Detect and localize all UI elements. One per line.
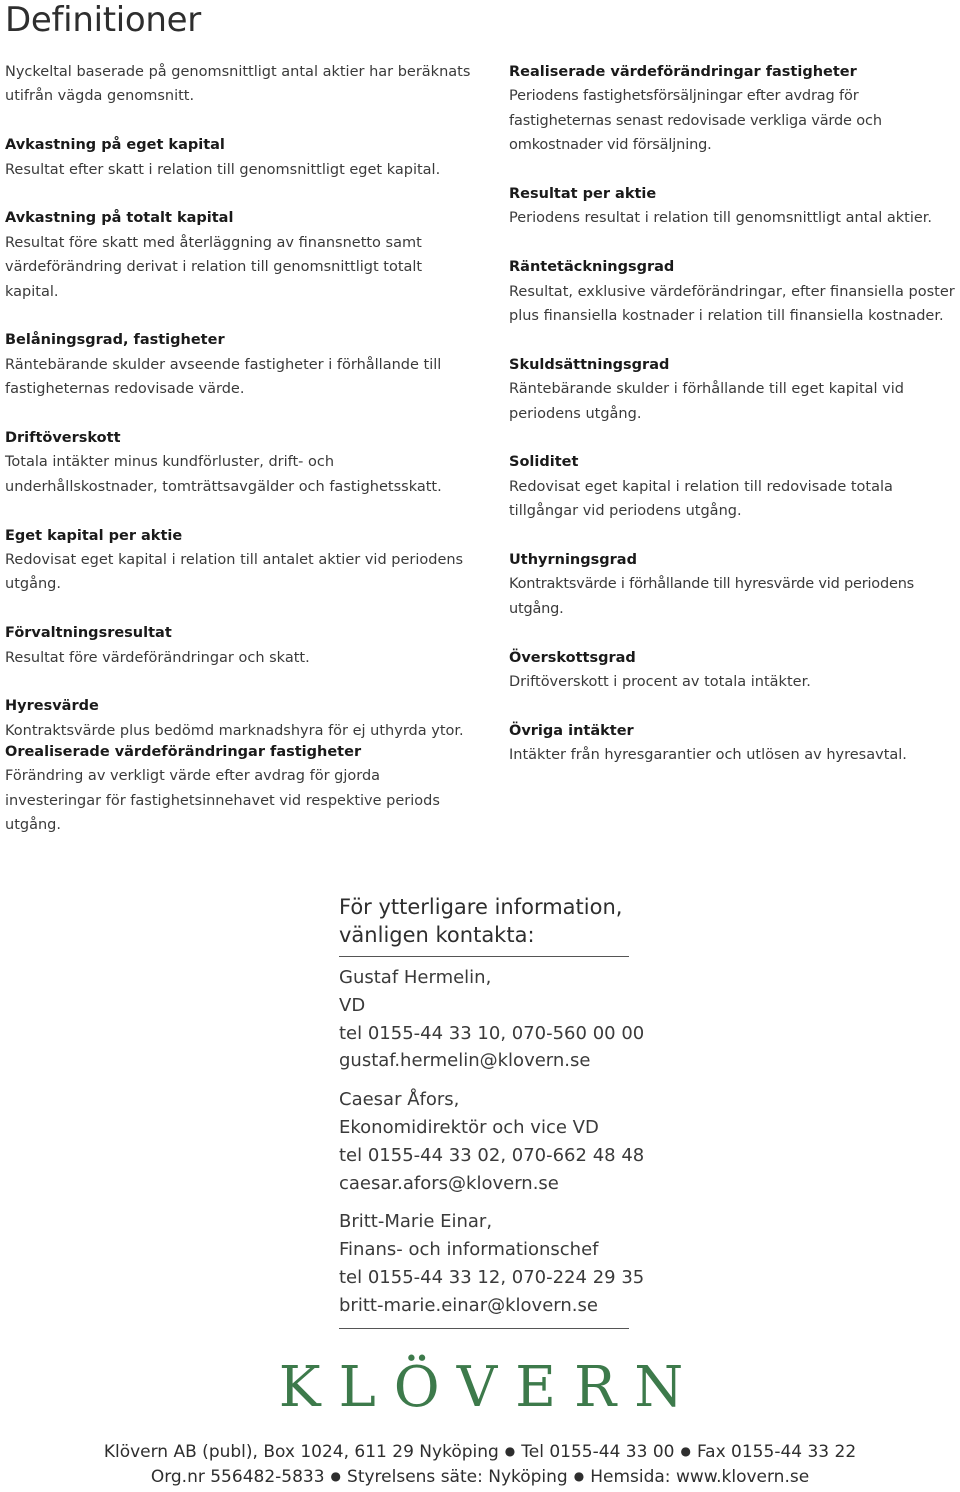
definition-term: Uthyrningsgrad [509,552,637,569]
definition-term: Orealiserade värdeförändringar fastigheter [5,744,362,760]
contact-divider [339,1328,629,1329]
footer-phone: Tel 0155-44 33 00 [521,1442,675,1462]
contact-role: Finans- och informationschef [339,1239,599,1261]
definition-term: Soliditet [509,454,579,471]
bullet-separator: ● [330,1469,342,1483]
bullet-separator: ● [680,1444,691,1458]
definition-item [509,548,959,621]
definition-description: Periodens fastighetsförsäljningar efter avdrag för fastigheternas senast redovisade verkliga värde och omkostnader vid försäljning. [509,88,882,154]
contact-heading-line: För ytterligare information, [339,895,623,919]
contact-name: Caesar Åfors, [339,1089,460,1111]
definition-item [5,621,480,670]
definition-description: Intäkter från hyresgarantier och utlösen av hyresavtal. [509,747,907,764]
definition-item [509,60,959,158]
definition-item [509,353,959,426]
definition-description: Driftöverskott i procent av totala intäkter. [509,674,811,691]
definition-term: Förvaltningsresultat [5,625,172,642]
contact-person [339,964,645,1075]
definition-term: Realiserade värdeförändringar fastigheter [509,64,857,80]
contact-box [339,893,645,1329]
definition-description: Resultat före värdeförändringar och skatt. [5,649,310,666]
contact-phone: tel 0155-44 33 12, 070-224 29 35 [339,1266,645,1288]
definition-term: Överskottsgrad [509,649,636,666]
definition-item [5,524,480,597]
definition-item [5,694,480,743]
definition-description: Periodens resultat i relation till genomsnittligt antal aktier. [509,210,933,227]
contact-email[interactable]: britt-marie.einar@klovern.se [339,1294,598,1316]
footer-fax: Fax 0155-44 33 22 [696,1442,857,1462]
definition-item [5,328,480,401]
definition-term: Eget kapital per aktie [5,527,183,544]
contact-role: Ekonomidirektör och vice VD [339,1116,599,1138]
footer-website[interactable]: Hemsida: www.klovern.se [590,1467,810,1487]
definition-description: Redovisat eget kapital i relation till redovisade totala tillgångar vid periodens utgång. [509,478,893,520]
klovern-logo: KLÖVERN [278,1355,702,1420]
bullet-separator: ● [573,1469,585,1483]
definition-term: Driftöverskott [5,430,121,447]
definition-description: Kontraktsvärde i förhållande till hyresvärde vid periodens utgång. [509,576,915,617]
contact-role: VD [339,994,366,1016]
definition-description: Totala intäkter minus kundförluster, drift- och underhållskostnader, tomträttsavgälder och fastighetsskatt. [5,454,442,495]
contact-phone: tel 0155-44 33 10, 070-560 00 00 [339,1022,645,1044]
definition-description: Resultat, exklusive värdeförändringar, efter finansiella poster plus finansiella kostnader i relation till finansiella kostnader. [509,283,955,325]
footer-line-1 [0,1442,960,1462]
definition-term: Resultat per aktie [509,186,657,203]
footer-org-nr: Org.nr 556482-5833 [150,1467,325,1487]
definitions-right-column [509,60,959,792]
bullet-separator: ● [504,1444,516,1458]
contact-phone: tel 0155-44 33 02, 070-662 48 48 [339,1144,645,1166]
definition-description: Resultat efter skatt i relation till genomsnittligt eget kapital. [5,161,441,178]
definition-term: Övriga intäkter [509,722,634,739]
definition-item [509,646,959,695]
definition-item [509,182,959,231]
definition-item [509,719,959,768]
contact-heading-line: vänligen kontakta: [339,923,535,947]
definition-description: Resultat före skatt med återläggning av finansnetto samt värdeförändring derivat i relation till genomsnittligt totalt kapital. [5,234,423,300]
definition-term: Skuldsättningsgrad [509,356,670,373]
definition-item [5,206,480,304]
definition-description: Kontraktsvärde plus bedömd marknadshyra för ej uthyrda ytor. [5,722,464,739]
contact-heading [339,893,629,957]
footer-address: Klövern AB (publ), Box 1024, 611 29 Nyköping [103,1442,499,1462]
definition-term: Hyresvärde [5,698,99,715]
definition-term: Räntetäckningsgrad [509,259,675,276]
definition-term: Avkastning på totalt kapital [5,210,234,227]
definition-item [5,426,480,499]
definition-item [509,450,959,523]
contact-name: Gustaf Hermelin, [339,967,492,988]
footer-seat: Styrelsens säte: Nyköping [347,1467,568,1487]
contact-email[interactable]: caesar.afors@klovern.se [339,1172,559,1194]
definition-item [5,133,480,182]
contact-person [339,1086,645,1197]
definition-item-bottom [5,740,480,838]
definition-description: Räntebärande skulder avseende fastigheter i förhållande till fastigheternas redovisade värde. [5,356,442,398]
definitions-left-column [5,60,480,768]
definition-term: Avkastning på eget kapital [5,137,225,154]
footer-line-2 [0,1467,960,1487]
page-title: Definitioner [5,0,201,40]
contact-email[interactable]: gustaf.hermelin@klovern.se [339,1050,591,1072]
definition-description: Räntebärande skulder i förhållande till eget kapital vid periodens utgång. [509,381,904,422]
definition-description: Redovisat eget kapital i relation till antalet aktier vid periodens utgång. [5,552,464,593]
definition-term: Belåningsgrad, fastigheter [5,332,225,349]
definition-item [509,255,959,328]
definition-description: Förändring av verkligt värde efter avdrag för gjorda investeringar för fastighetsinnehavet vid respektive periods utgång. [5,768,440,834]
contact-person [339,1208,645,1319]
contact-name: Britt-Marie Einar, [339,1211,493,1233]
intro-text: Nyckeltal baserade på genomsnittligt antal aktier har beräknats utifrån vägda genomsnitt. [5,64,471,105]
